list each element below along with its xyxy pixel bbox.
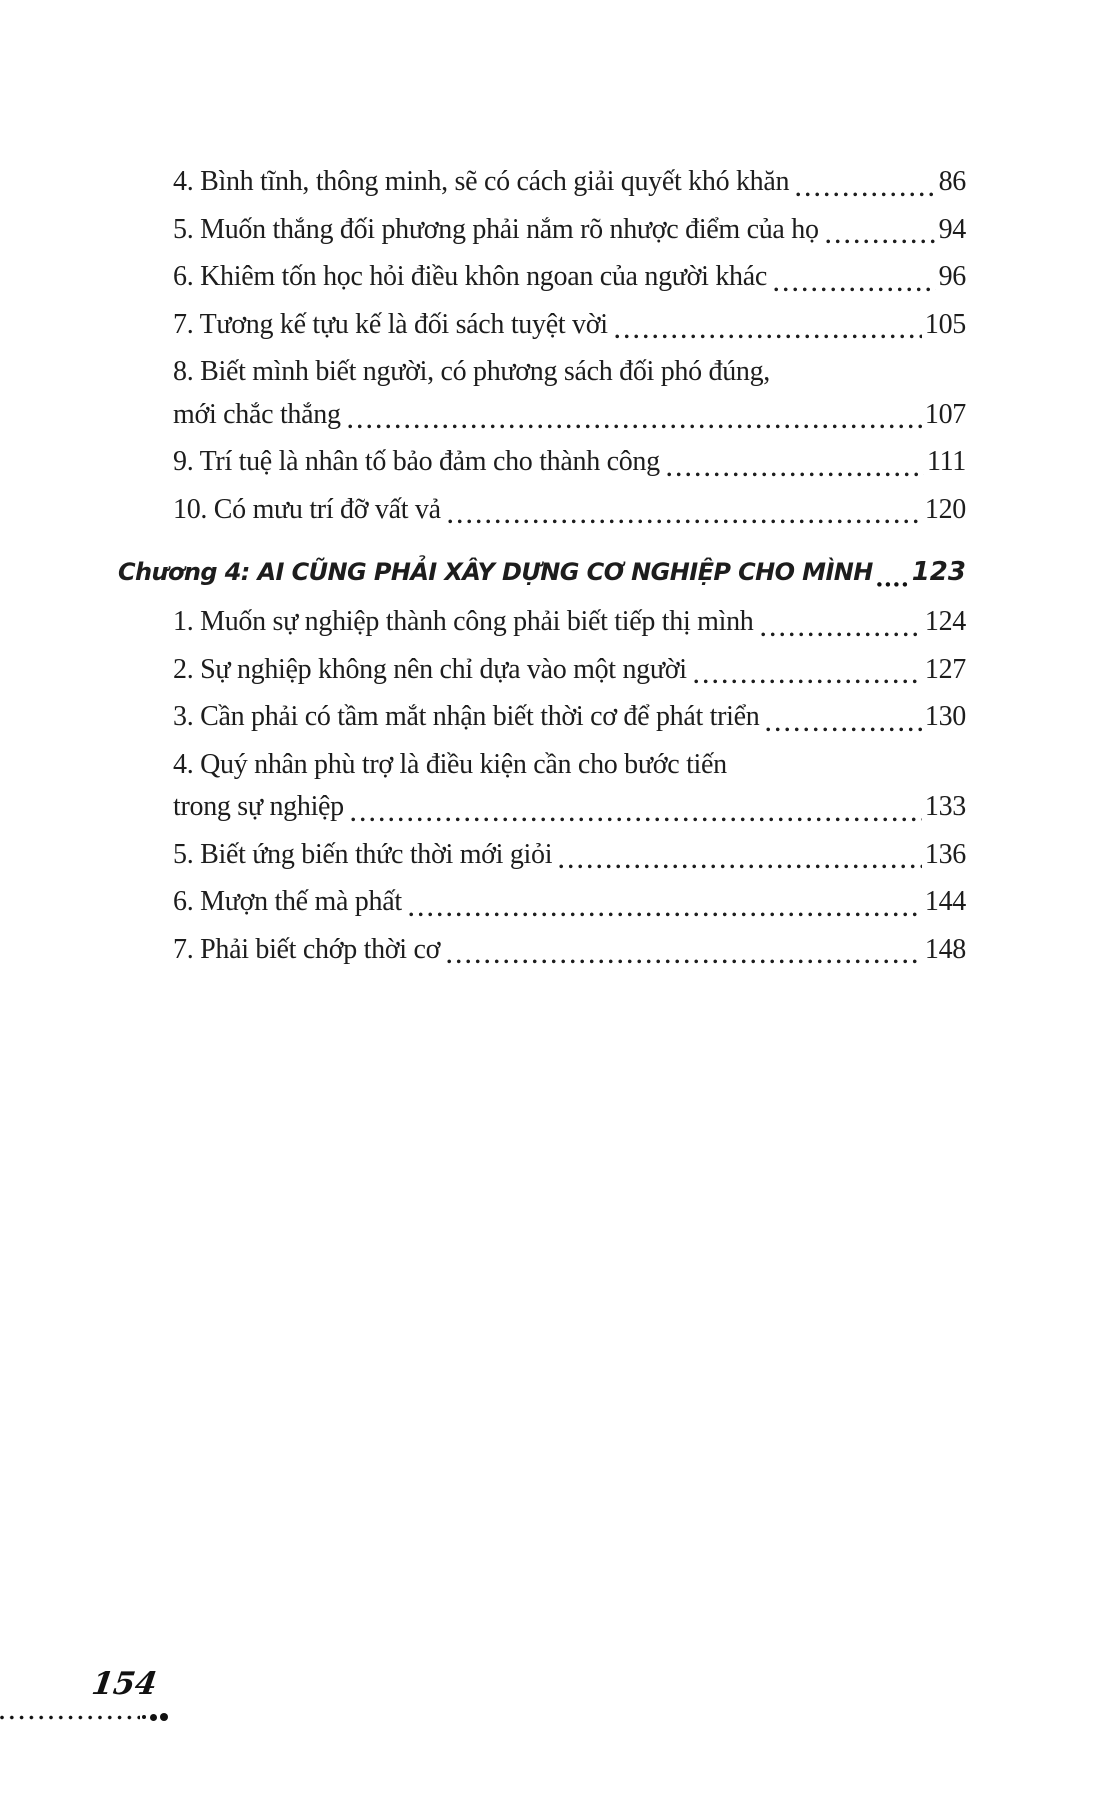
- toc-entry-page: 94: [938, 213, 966, 245]
- toc-entry-page: 124: [924, 606, 966, 637]
- toc-entry: [118, 646, 966, 694]
- dot-leader: [694, 679, 922, 684]
- dot-leader: [348, 424, 922, 429]
- dot-leader: [559, 864, 922, 869]
- dot-leader: [615, 334, 922, 339]
- toc-entry-page: 136: [924, 838, 966, 870]
- toc-entry-continuation: [118, 391, 966, 439]
- toc-entry: [118, 253, 966, 301]
- toc-entry-text: 4. Quý nhân phù trợ là điều kiện cần cho bước tiến: [173, 748, 727, 780]
- toc-entry-page: 133: [924, 791, 966, 822]
- toc-entry-text: 5. Biết ứng biến thức thời mới giỏi: [173, 838, 553, 870]
- dot-leader: [409, 912, 922, 917]
- toc-entry-continuation: [118, 783, 966, 831]
- dot-leader: [448, 519, 922, 524]
- toc-entry: [118, 741, 966, 789]
- toc-entry-text: 7. Tương kế tựu kế là đối sách tuyệt vời: [173, 308, 608, 340]
- toc-entry-text: trong sự nghiệp: [173, 791, 344, 822]
- toc-entry-text: 7. Phải biết chớp thời cơ: [173, 933, 441, 965]
- toc-entry-page: 107: [924, 398, 966, 430]
- dotted-rule: [0, 1715, 140, 1720]
- footer-page-number: 154: [89, 1666, 160, 1702]
- dot: [142, 1715, 146, 1719]
- toc-entry: [118, 598, 966, 646]
- toc-entry: [118, 693, 966, 741]
- toc-entry: [118, 926, 966, 974]
- dot-leader: [351, 817, 922, 822]
- dot-leader: [774, 287, 936, 292]
- toc-entry-page: 120: [924, 493, 966, 525]
- dot-leader: [766, 727, 921, 732]
- toc-entry-page: 96: [938, 261, 966, 292]
- toc-entry-page: 86: [938, 166, 966, 197]
- toc-entry: [118, 348, 966, 396]
- toc-entry-page: 111: [926, 446, 966, 477]
- toc-entry: [118, 878, 966, 926]
- toc-entry-text: 5. Muốn thắng đối phương phải nắm rõ nhược điểm của họ: [173, 213, 819, 245]
- toc-section-previous-chapter: [118, 158, 966, 533]
- toc-entry-page: 148: [924, 933, 966, 965]
- toc-entry-text: 10. Có mưu trí đỡ vất vả: [173, 493, 441, 525]
- toc-entry-page: 105: [924, 308, 966, 340]
- toc-entry-text: 4. Bình tĩnh, thông minh, sẽ có cách giải quyết khó khăn: [173, 166, 790, 197]
- toc-entry-text: 3. Cần phải có tầm mắt nhận biết thời cơ để phát triển: [173, 701, 760, 732]
- dot-leader: [447, 959, 922, 964]
- toc-entry: [118, 158, 966, 206]
- dot: [150, 1714, 157, 1721]
- toc-entry-page: 127: [924, 653, 966, 685]
- toc-entry-page: 130: [924, 701, 966, 732]
- toc-entry-page: 144: [924, 886, 966, 917]
- toc-entry-text: 2. Sự nghiệp không nên chỉ dựa vào một người: [173, 653, 687, 685]
- toc-entry-text: 6. Khiêm tốn học hỏi điều khôn ngoan của người khác: [173, 261, 768, 292]
- footer-dotted-line: [0, 1712, 168, 1722]
- chapter-heading-text: Chương 4: AI CŨNG PHẢI XÂY DỰNG CƠ NGHIỆP CHO MÌNH: [118, 558, 873, 586]
- toc-entry: [118, 206, 966, 254]
- toc-section-chapter-4: [118, 598, 966, 973]
- toc-entry: [118, 301, 966, 349]
- toc-entry: [118, 486, 966, 534]
- dot-leader: [877, 582, 910, 587]
- toc-entry-text: 1. Muốn sự nghiệp thành công phải biết tiếp thị mình: [173, 606, 754, 637]
- dot-leader: [761, 632, 922, 637]
- dot-leader: [667, 472, 924, 477]
- toc-entry-text: 8. Biết mình biết người, có phương sách đối phó đúng,: [173, 356, 771, 387]
- chapter-heading: [118, 547, 966, 597]
- toc-entry-text: 6. Mượn thế mà phất: [173, 886, 402, 917]
- toc-entry: [118, 831, 966, 879]
- toc-entry: [118, 438, 966, 486]
- toc-entry-text: 9. Trí tuệ là nhân tố bảo đảm cho thành công: [173, 446, 660, 477]
- toc-entry-text: mới chắc thắng: [173, 398, 341, 430]
- table-of-contents: [118, 158, 966, 973]
- dot: [160, 1713, 168, 1721]
- chapter-heading-page: 123: [911, 557, 966, 587]
- dot-leader: [826, 239, 936, 244]
- dot-leader: [796, 192, 935, 197]
